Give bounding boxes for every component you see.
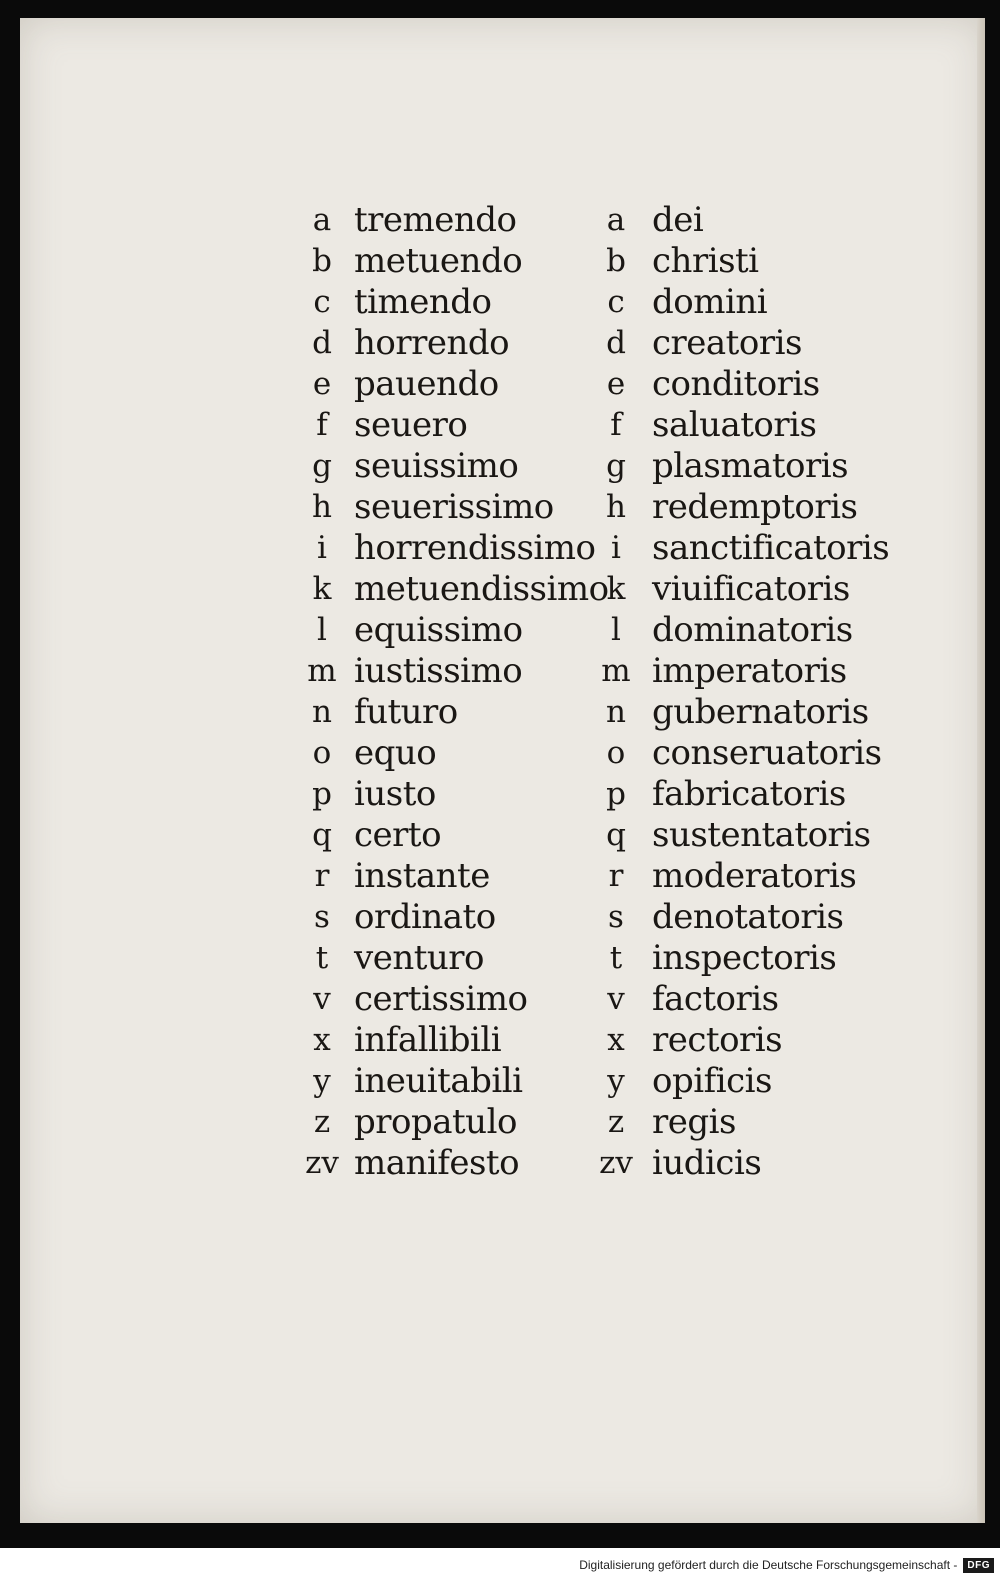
word-row xyxy=(302,364,622,405)
row-letter: b xyxy=(606,243,626,279)
row-letter: z xyxy=(607,1104,625,1140)
row-letter: h xyxy=(312,489,332,525)
row-letter: v xyxy=(607,981,625,1017)
row-word: ineuitabili xyxy=(354,1061,523,1101)
row-letter: c xyxy=(313,284,331,320)
row-word: factoris xyxy=(652,979,779,1019)
row-letter: f xyxy=(610,407,622,443)
row-word: dominatoris xyxy=(652,610,853,650)
word-row xyxy=(596,856,916,897)
word-row xyxy=(302,979,622,1020)
row-word: certissimo xyxy=(354,979,528,1019)
row-letter: x xyxy=(607,1022,625,1058)
row-letter: t xyxy=(315,940,329,976)
word-row xyxy=(596,733,916,774)
row-letter: h xyxy=(606,489,626,525)
row-letter: q xyxy=(606,817,626,853)
word-row xyxy=(596,1061,916,1102)
row-letter: l xyxy=(317,612,327,648)
row-letter: a xyxy=(312,202,332,238)
left-word-column xyxy=(302,200,622,1184)
row-word: iudicis xyxy=(652,1143,762,1183)
digitization-credit xyxy=(579,1553,994,1577)
word-row xyxy=(302,856,622,897)
row-letter: x xyxy=(313,1022,331,1058)
row-word: inspectoris xyxy=(652,938,837,978)
word-row xyxy=(596,897,916,938)
word-row xyxy=(596,200,916,241)
row-word: imperatoris xyxy=(652,651,847,691)
word-row xyxy=(302,733,622,774)
row-letter: g xyxy=(312,448,332,484)
row-word: metuendissimo xyxy=(354,569,609,609)
row-word: redemptoris xyxy=(652,487,858,527)
row-letter: t xyxy=(609,940,623,976)
word-row xyxy=(596,979,916,1020)
row-word: dei xyxy=(652,200,704,240)
word-row xyxy=(596,815,916,856)
row-letter: n xyxy=(606,694,626,730)
row-letter: i xyxy=(317,530,327,566)
row-word: conditoris xyxy=(652,364,820,404)
word-row xyxy=(596,774,916,815)
row-word: iustissimo xyxy=(354,651,523,691)
row-word: creatoris xyxy=(652,323,802,363)
row-letter: o xyxy=(606,735,626,771)
row-letter: z xyxy=(313,1104,331,1140)
word-row xyxy=(302,282,622,323)
word-row xyxy=(596,1102,916,1143)
right-word-column xyxy=(596,200,916,1184)
dfg-logo: DFG xyxy=(963,1558,994,1573)
row-word: timendo xyxy=(354,282,492,322)
row-word: certo xyxy=(354,815,442,855)
row-word: venturo xyxy=(354,938,485,978)
row-word: christi xyxy=(652,241,759,281)
row-word: ordinato xyxy=(354,897,496,937)
word-row xyxy=(596,405,916,446)
row-letter: m xyxy=(601,653,631,689)
row-word: pauendo xyxy=(354,364,499,404)
word-row xyxy=(596,1020,916,1061)
row-word: moderatoris xyxy=(652,856,857,896)
row-letter: o xyxy=(312,735,332,771)
row-letter: f xyxy=(316,407,328,443)
word-row xyxy=(302,405,622,446)
row-letter: r xyxy=(314,858,330,894)
word-row xyxy=(596,241,916,282)
row-letter: r xyxy=(608,858,624,894)
word-row xyxy=(596,938,916,979)
row-word: seuero xyxy=(354,405,468,445)
row-letter: p xyxy=(312,776,332,812)
row-letter: l xyxy=(611,612,621,648)
row-word: seuerissimo xyxy=(354,487,554,527)
word-row xyxy=(302,897,622,938)
word-row xyxy=(596,446,916,487)
word-row xyxy=(302,200,622,241)
row-word: instante xyxy=(354,856,490,896)
row-letter: d xyxy=(312,325,332,361)
row-letter: k xyxy=(312,571,332,607)
word-row xyxy=(302,938,622,979)
word-row xyxy=(302,487,622,528)
word-row xyxy=(302,446,622,487)
row-word: metuendo xyxy=(354,241,523,281)
word-row xyxy=(596,692,916,733)
word-row xyxy=(596,1143,916,1184)
row-word: futuro xyxy=(354,692,458,732)
row-word: opificis xyxy=(652,1061,772,1101)
row-letter: q xyxy=(312,817,332,853)
row-word: sustentatoris xyxy=(652,815,871,855)
row-letter: a xyxy=(606,202,626,238)
word-row xyxy=(302,610,622,651)
row-letter: v xyxy=(313,981,331,1017)
word-row xyxy=(596,569,916,610)
row-word: equo xyxy=(354,733,437,773)
word-row xyxy=(302,241,622,282)
row-letter: y xyxy=(607,1063,625,1099)
row-word: sanctificatoris xyxy=(652,528,890,568)
row-letter: c xyxy=(607,284,625,320)
row-letter: m xyxy=(307,653,337,689)
row-word: regis xyxy=(652,1102,736,1142)
row-word: plasmatoris xyxy=(652,446,849,486)
row-word: equissimo xyxy=(354,610,523,650)
row-word: propatulo xyxy=(354,1102,517,1142)
row-letter: i xyxy=(611,530,621,566)
row-letter: k xyxy=(606,571,626,607)
row-word: domini xyxy=(652,282,768,322)
row-word: viuificatoris xyxy=(652,569,850,609)
word-row xyxy=(302,528,622,569)
row-word: rectoris xyxy=(652,1020,783,1060)
row-word: gubernatoris xyxy=(652,692,869,732)
row-word: seuissimo xyxy=(354,446,519,486)
row-letter: zv xyxy=(599,1145,633,1181)
word-row xyxy=(302,651,622,692)
row-letter: g xyxy=(606,448,626,484)
row-letter: d xyxy=(606,325,626,361)
word-row xyxy=(302,815,622,856)
word-row xyxy=(302,1020,622,1061)
row-word: infallibili xyxy=(354,1020,502,1060)
word-row xyxy=(302,692,622,733)
row-letter: e xyxy=(312,366,332,402)
word-row xyxy=(596,651,916,692)
row-letter: s xyxy=(608,899,624,935)
row-word: conseruatoris xyxy=(652,733,882,773)
row-word: saluatoris xyxy=(652,405,817,445)
row-letter: b xyxy=(312,243,332,279)
word-row xyxy=(302,1143,622,1184)
footer-text: Digitalisierung gefördert durch die Deutsche Forschungsgemeinschaft - xyxy=(579,1558,958,1572)
word-row xyxy=(596,487,916,528)
row-letter: s xyxy=(314,899,330,935)
row-word: fabricatoris xyxy=(652,774,846,814)
row-letter: e xyxy=(606,366,626,402)
word-row xyxy=(596,610,916,651)
row-word: horrendissimo xyxy=(354,528,596,568)
word-row xyxy=(302,323,622,364)
row-letter: p xyxy=(606,776,626,812)
row-letter: n xyxy=(312,694,332,730)
book-page xyxy=(20,18,985,1523)
row-letter: zv xyxy=(305,1145,339,1181)
word-row xyxy=(302,774,622,815)
word-row xyxy=(596,323,916,364)
word-row xyxy=(596,364,916,405)
row-word: iusto xyxy=(354,774,436,814)
row-word: tremendo xyxy=(354,200,517,240)
word-row xyxy=(596,528,916,569)
row-word: horrendo xyxy=(354,323,510,363)
page-edge xyxy=(977,18,985,1523)
row-letter: y xyxy=(313,1063,331,1099)
word-row xyxy=(302,569,622,610)
word-row xyxy=(302,1102,622,1143)
word-row xyxy=(596,282,916,323)
row-word: manifesto xyxy=(354,1143,520,1183)
row-word: denotatoris xyxy=(652,897,844,937)
word-row xyxy=(302,1061,622,1102)
